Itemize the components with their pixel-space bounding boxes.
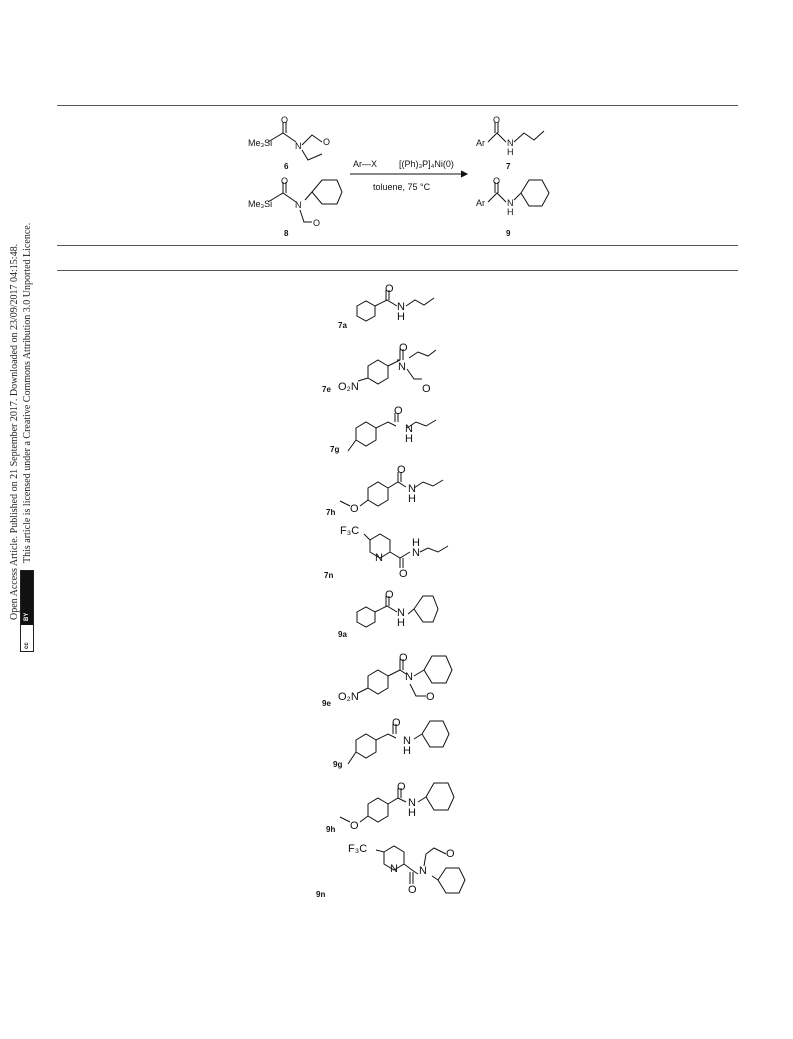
badge-cc-text: cc (24, 642, 30, 649)
o-9n: O (408, 884, 417, 896)
o2n-9e: O₂N (338, 691, 359, 703)
n-7a: N (397, 301, 405, 313)
h-7: H (507, 147, 514, 157)
label-9e: 9e (322, 699, 331, 708)
n-pyridine-7n: N (375, 552, 383, 564)
n-7n: N (412, 547, 420, 559)
f3c-7n: F₃C (340, 525, 360, 537)
o-9: O (493, 176, 501, 186)
h-7a: H (397, 311, 405, 323)
o2n-7e: O₂N (338, 381, 359, 393)
label-7a: 7a (338, 321, 347, 330)
n-9e: N (405, 671, 413, 683)
n-pyridine-9n: N (390, 863, 398, 875)
label-7: 7 (506, 162, 511, 171)
n-9a: N (397, 607, 405, 619)
o-methoxy-7h: O (350, 503, 359, 515)
me3si-6: Me₃Si (248, 138, 273, 148)
label-7e: 7e (322, 385, 331, 394)
side-note-line1: Open Access Article. Published on 21 September 2017. Downloaded on 23/09/2017 04:15:48. (9, 243, 20, 620)
label-6: 6 (284, 162, 289, 171)
n-7e: N (398, 361, 406, 373)
o-7: O (493, 115, 501, 125)
ar-9: Ar (476, 198, 485, 208)
n-9h: N (408, 797, 416, 809)
o-ether-7e: O (422, 383, 431, 395)
h-7n: H (412, 537, 420, 549)
n-9g: N (403, 735, 411, 747)
label-9h: 9h (326, 825, 336, 834)
o-ether-8: O (313, 218, 321, 228)
n-9: N (507, 198, 514, 208)
o-7a: O (385, 283, 394, 295)
o-6: O (281, 115, 289, 125)
reagent-arx: Ar—X (353, 159, 378, 169)
label-7h: 7h (326, 508, 336, 517)
o-ether-9n: O (446, 848, 455, 860)
o-ether-9e: O (426, 691, 435, 703)
n-8: N (295, 200, 302, 210)
label-7n: 7n (324, 571, 334, 580)
o-9g: O (392, 717, 401, 729)
ar-7: Ar (476, 138, 485, 148)
o-ether-6: O (323, 137, 331, 147)
rule-mid (57, 245, 738, 246)
o-9h: O (397, 781, 406, 793)
side-note-line2: This article is licensed under a Creative Commons Attribution 3.0 Unported Licence. (22, 222, 33, 563)
n-7: N (507, 138, 514, 148)
o-7g: O (394, 405, 403, 417)
h-9h: H (408, 807, 416, 819)
h-9g: H (403, 745, 411, 757)
h-7g: H (405, 433, 413, 445)
conditions: toluene, 75 °C (373, 182, 431, 192)
n-7h: N (408, 483, 416, 495)
h-9a: H (397, 617, 405, 629)
o-methoxy-9h: O (350, 820, 359, 832)
reaction-scheme (0, 0, 793, 245)
n-9n: N (419, 865, 427, 877)
o-9a: O (385, 589, 394, 601)
f3c-9n: F₃C (348, 843, 368, 855)
label-9: 9 (506, 229, 511, 238)
me3si-8: Me₃Si (248, 199, 273, 209)
label-9g: 9g (333, 760, 343, 769)
o-9e: O (399, 652, 408, 664)
o-7h: O (397, 464, 406, 476)
o-7n: O (399, 568, 408, 580)
h-9: H (507, 207, 514, 217)
label-9a: 9a (338, 630, 347, 639)
label-7g: 7g (330, 445, 340, 454)
o-8: O (281, 176, 289, 186)
n-7g: N (405, 423, 413, 435)
n-6: N (295, 141, 302, 151)
compound-list (0, 270, 793, 1039)
badge-by-text: BY (24, 612, 30, 621)
reagent-ni: [(Ph)₃P]₄Ni(0) (399, 159, 454, 169)
o-7e: O (399, 342, 408, 354)
h-7h: H (408, 493, 416, 505)
label-8: 8 (284, 229, 289, 238)
label-9n: 9n (316, 890, 326, 899)
